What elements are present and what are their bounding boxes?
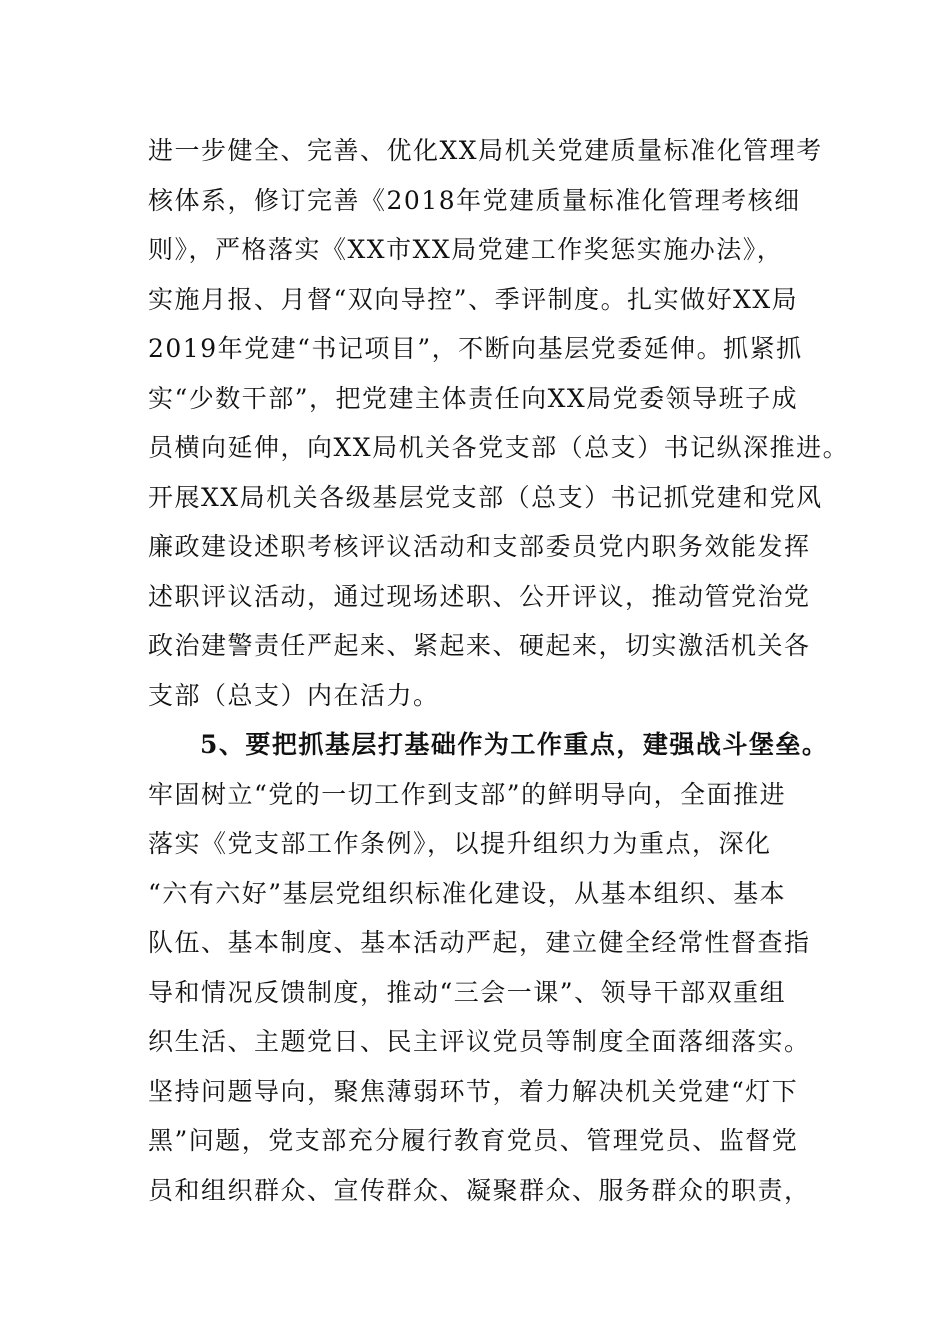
text-line: 则》，严格落实《XX市XX局党建工作奖惩实施办法》， <box>148 235 784 264</box>
text-line: 员横向延伸，向XX局机关各党支部（总支）书记纵深推进。 <box>148 433 850 462</box>
text-line: 落实《党支部工作条例》，以提升组织力为重点，深化 <box>148 829 772 858</box>
text-line: “六有六好”基层党组织标准化建设，从基本组织、基本 <box>148 878 787 908</box>
text-line: 织生活、主题党日、民主评议党员等制度全面落细落实。 <box>148 1027 811 1056</box>
text-line: 政治建警责任严起来、紧起来、硬起来，切实激活机关各 <box>148 631 811 660</box>
text-line: 开展XX局机关各级基层党支部（总支）书记抓党建和党风 <box>148 482 823 512</box>
paragraph-1 <box>148 126 850 720</box>
text-line: 员和组织群众、宣传群众、凝聚群众、服务群众的职责， <box>148 1175 811 1205</box>
text-line: 2019年党建“书记项目”，不断向基层党委延伸。抓紧抓 <box>148 334 803 363</box>
text-line: 核体系，修订完善《2018年党建质量标准化管理考核细 <box>148 185 801 215</box>
text-line: 黑”问题，党支部充分履行教育党员、管理党员、监督党 <box>148 1126 799 1155</box>
document-body <box>148 126 850 1215</box>
text-line: 述职评议活动，通过现场述职、公开评议，推动管党治党 <box>148 581 811 611</box>
text-line: 廉政建设述职考核评议活动和支部委员党内职务效能发挥 <box>148 532 811 561</box>
text-line: 支部（总支）内在活力。 <box>148 680 440 710</box>
text-line: 实施月报、月督“双向导控”、季评制度。扎实做好XX局 <box>148 284 799 314</box>
section-heading: 5、要把抓基层打基础作为工作重点，建强战斗堡垒。 <box>200 730 829 759</box>
text-line: 牢固树立“党的一切工作到支部”的鲜明导向，全面推进 <box>148 779 787 809</box>
text-line: 实“少数干部”，把党建主体责任向XX局党委领导班子成 <box>148 383 799 413</box>
text-line: 队伍、基本制度、基本活动严起，建立健全经常性督查指 <box>148 928 811 957</box>
paragraph-2 <box>148 770 828 1216</box>
text-line: 进一步健全、完善、优化XX局机关党建质量标准化管理考 <box>148 136 823 165</box>
text-line: 坚持问题导向，聚焦薄弱环节，着力解决机关党建“灯下 <box>148 1076 799 1106</box>
text-line: 导和情况反馈制度，推动“三会一课”、领导干部双重组 <box>148 977 787 1007</box>
